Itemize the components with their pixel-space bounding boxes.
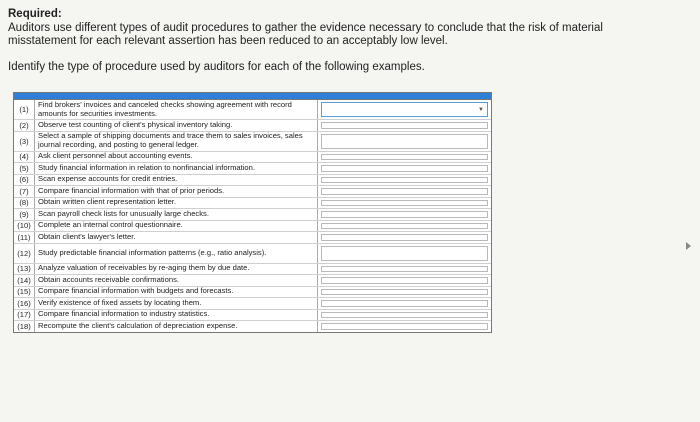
procedure-type-dropdown[interactable] <box>321 223 488 230</box>
item-number: (13) <box>14 264 35 275</box>
table-row <box>14 152 491 164</box>
item-description: Study financial information in relation to nonfinancial information. <box>35 163 318 174</box>
table-row <box>14 232 491 244</box>
answer-cell <box>318 198 491 209</box>
table-row <box>14 321 491 332</box>
answer-cell <box>318 120 491 131</box>
procedure-type-dropdown[interactable] <box>321 323 488 330</box>
required-heading: Required: <box>8 8 62 20</box>
item-number: (9) <box>14 209 35 220</box>
procedure-type-dropdown[interactable] <box>321 211 488 218</box>
table-row <box>14 100 491 120</box>
item-description: Complete an internal control questionnaire. <box>35 221 318 232</box>
item-number: (18) <box>14 321 35 332</box>
answer-cell <box>318 175 491 186</box>
procedure-type-dropdown[interactable] <box>321 266 488 273</box>
cursor-icon <box>686 242 691 250</box>
item-description: Verify existence of fixed assets by locating them. <box>35 298 318 309</box>
answer-cell <box>318 100 491 119</box>
table-row <box>14 221 491 233</box>
table-row <box>14 275 491 287</box>
procedure-type-dropdown[interactable] <box>321 289 488 296</box>
procedure-type-dropdown[interactable] <box>321 154 488 161</box>
table-header-bar <box>14 93 491 100</box>
answer-cell <box>318 287 491 298</box>
procedure-type-dropdown[interactable] <box>321 188 488 195</box>
table-row <box>14 186 491 198</box>
item-description: Compare financial information to industry statistics. <box>35 310 318 321</box>
answer-cell <box>318 275 491 286</box>
item-number: (5) <box>14 163 35 174</box>
answer-cell <box>318 264 491 275</box>
table-row <box>14 264 491 276</box>
item-description: Ask client personnel about accounting events. <box>35 152 318 163</box>
table-row <box>14 175 491 187</box>
instruction-text: Identify the type of procedure used by auditors for each of the following examples. <box>8 61 425 73</box>
item-number: (7) <box>14 186 35 197</box>
table-row <box>14 287 491 299</box>
answer-cell <box>318 132 491 151</box>
item-description: Find brokers' invoices and canceled checks showing agreement with record amounts for securities investments. <box>35 100 318 119</box>
procedure-type-dropdown[interactable] <box>321 312 488 319</box>
procedure-type-dropdown[interactable] <box>321 200 488 207</box>
table-row <box>14 209 491 221</box>
procedures-table <box>13 92 492 333</box>
item-number: (8) <box>14 198 35 209</box>
item-description: Obtain client's lawyer's letter. <box>35 232 318 243</box>
answer-cell <box>318 186 491 197</box>
table-row <box>14 310 491 322</box>
table-row <box>14 163 491 175</box>
item-description: Study predictable financial information patterns (e.g., ratio analysis). <box>35 244 318 263</box>
item-description: Obtain written client representation letter. <box>35 198 318 209</box>
item-number: (17) <box>14 310 35 321</box>
item-number: (1) <box>14 100 35 119</box>
item-number: (3) <box>14 132 35 151</box>
required-text: Auditors use different types of audit procedures to gather the evidence necessary to conclude that the risk of material misstatement for each relevant assertion has been reduced to an acceptably low level. <box>8 22 603 47</box>
answer-cell <box>318 163 491 174</box>
procedure-type-dropdown[interactable] <box>321 234 488 241</box>
item-number: (4) <box>14 152 35 163</box>
table-row <box>14 120 491 132</box>
item-description: Recompute the client's calculation of depreciation expense. <box>35 321 318 332</box>
table-row <box>14 198 491 210</box>
item-number: (12) <box>14 244 35 263</box>
item-number: (16) <box>14 298 35 309</box>
chevron-down-icon[interactable]: ▼ <box>478 106 484 113</box>
table-row <box>14 298 491 310</box>
item-description: Obtain accounts receivable confirmations. <box>35 275 318 286</box>
item-number: (2) <box>14 120 35 131</box>
item-description: Compare financial information with budgets and forecasts. <box>35 287 318 298</box>
item-number: (10) <box>14 221 35 232</box>
item-description: Scan expense accounts for credit entries. <box>35 175 318 186</box>
item-number: (14) <box>14 275 35 286</box>
procedure-type-dropdown[interactable] <box>321 122 488 129</box>
procedure-type-dropdown[interactable] <box>321 246 488 261</box>
item-description: Scan payroll check lists for unusually large checks. <box>35 209 318 220</box>
procedure-type-dropdown[interactable] <box>321 134 488 149</box>
answer-cell <box>318 152 491 163</box>
answer-cell <box>318 310 491 321</box>
answer-cell <box>318 321 491 332</box>
item-description: Observe test counting of client's physical inventory taking. <box>35 120 318 131</box>
procedure-type-dropdown[interactable] <box>321 277 488 284</box>
procedure-type-dropdown[interactable] <box>321 102 488 117</box>
answer-cell <box>318 221 491 232</box>
item-description: Select a sample of shipping documents and trace them to sales invoices, sales journal recording, and posting to general ledger. <box>35 132 318 151</box>
item-number: (15) <box>14 287 35 298</box>
table-row <box>14 244 491 264</box>
answer-cell <box>318 298 491 309</box>
procedure-type-dropdown[interactable] <box>321 165 488 172</box>
table-row <box>14 132 491 152</box>
answer-cell <box>318 209 491 220</box>
item-description: Analyze valuation of receivables by re-aging them by due date. <box>35 264 318 275</box>
answer-cell <box>318 244 491 263</box>
item-number: (6) <box>14 175 35 186</box>
answer-cell <box>318 232 491 243</box>
procedure-type-dropdown[interactable] <box>321 177 488 184</box>
item-description: Compare financial information with that of prior periods. <box>35 186 318 197</box>
procedure-type-dropdown[interactable] <box>321 300 488 307</box>
item-number: (11) <box>14 232 35 243</box>
